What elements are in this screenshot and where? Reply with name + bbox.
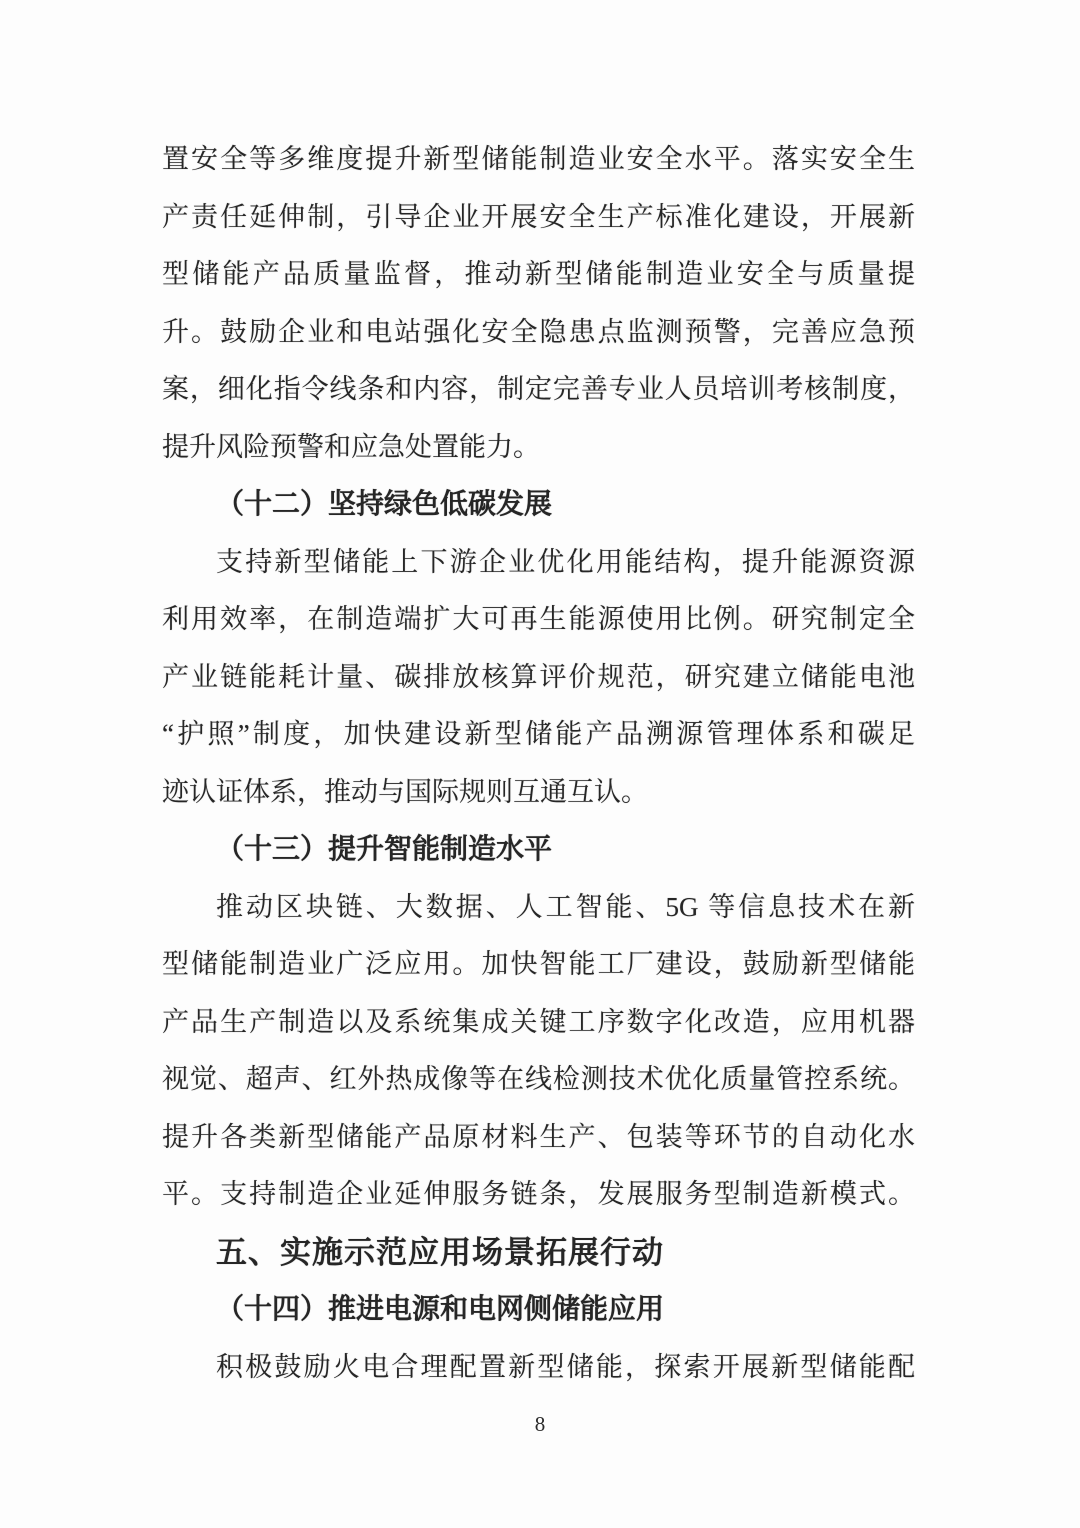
body-line: 产品生产制造以及系统集成关键工序数字化改造，应用机器 (162, 1006, 915, 1037)
body-line: 利用效率，在制造端扩大可再生能源使用比例。研究制定全 (162, 604, 915, 634)
body-line: 提升各类新型储能产品原材料生产、包装等环节的自动化水 (162, 1121, 915, 1152)
text-content (162, 131, 915, 1396)
body-line: 支持新型储能上下游企业优化用能结构，提升能源资源 (216, 546, 915, 577)
body-line: 积极鼓励火电合理配置新型储能，探索开展新型储能配 (216, 1351, 915, 1382)
subheading-13: （十三）提升智能制造水平 (216, 834, 553, 865)
page-number: 8 (534, 1412, 546, 1436)
body-line: 推动区块链、大数据、人工智能、5G 等信息技术在新 (216, 891, 915, 922)
body-line: 视觉、超声、红外热成像等在线检测技术优化质量管控系统。 (162, 1064, 915, 1094)
body-line: 升。鼓励企业和电站强化安全隐患点监测预警，完善应急预 (162, 316, 915, 347)
body-line: 平。支持制造企业延伸服务链条，发展服务型制造新模式。 (162, 1179, 915, 1209)
body-line: 提升风险预警和应急处置能力。 (162, 431, 540, 462)
subheading-14: （十四）推进电源和电网侧储能应用 (216, 1294, 665, 1325)
subheading-12: （十二）坚持绿色低碳发展 (216, 489, 553, 520)
body-line: “护照”制度，加快建设新型储能产品溯源管理体系和碳足 (162, 719, 915, 749)
body-line: 型储能制造业广泛应用。加快智能工厂建设，鼓励新型储能 (162, 949, 915, 979)
body-line: 产责任延伸制，引导企业开展安全生产标准化建设，开展新 (162, 201, 915, 232)
body-line: 案，细化指令线条和内容，制定完善专业人员培训考核制度， (162, 374, 915, 404)
body-line: 迹认证体系，推动与国际规则互通互认。 (162, 776, 648, 807)
body-line: 置安全等多维度提升新型储能制造业安全水平。落实安全生 (162, 144, 915, 174)
body-line: 型储能产品质量监督，推动新型储能制造业安全与质量提 (162, 259, 915, 289)
section-heading-5: 五、实施示范应用场景拓展行动 (216, 1234, 664, 1270)
body-line: 产业链能耗计量、碳排放核算评价规范，研究建立储能电池 (162, 661, 915, 692)
